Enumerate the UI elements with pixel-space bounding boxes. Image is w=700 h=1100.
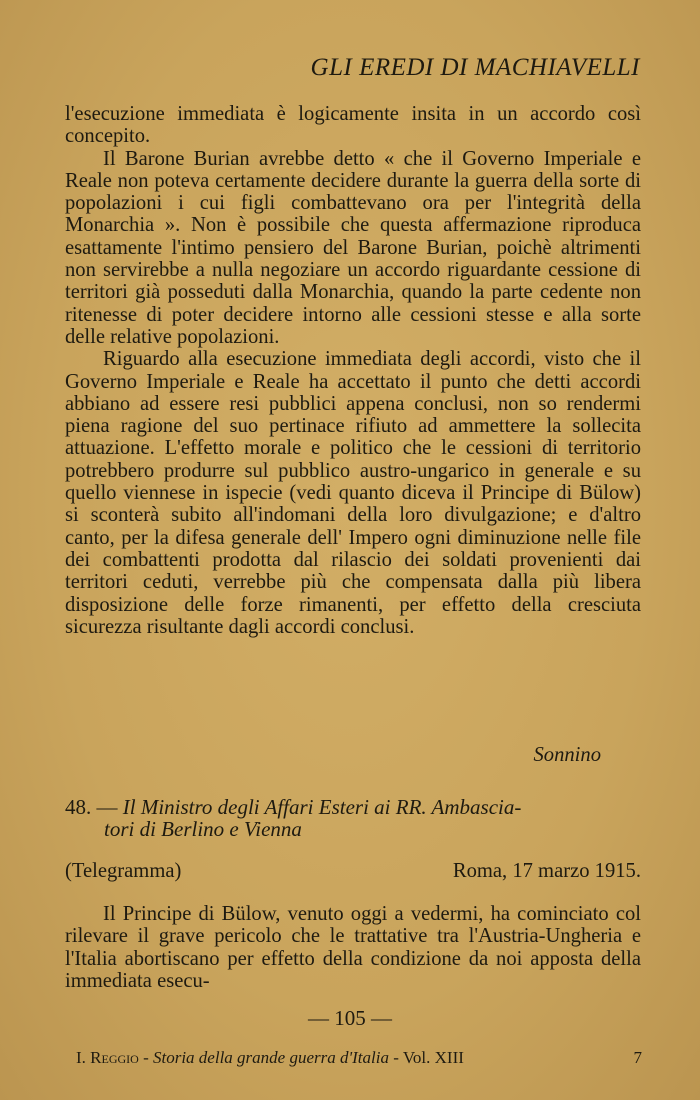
main-text: [65, 103, 641, 638]
footer-author: I. Reggio: [76, 1048, 139, 1067]
paragraph: Il Barone Burian avrebbe detto « che il Governo Imperiale e Reale non poteva certamente decidere durante la guerra della sorte di popolazioni i cui figli combattevano ora per l'integrità della Monarchia ». Non è possibile che questa affermazione riproduca esattamente l'intimo pensiero del Barone Burian, poichè altrimenti non servirebbe a nulla negoziare un accordo riguardante cessione di territori già posseduti dalla Monarchia, quando la parte cedente non ritenesse di poter decidere intorno alle cessioni stesse e alla sorte delle relative popolazioni.: [65, 147, 641, 348]
signature-mark: 7: [633, 1048, 642, 1067]
page-number: — 105 —: [308, 1006, 392, 1030]
paragraph: Riguardo alla esecuzione immediata degli accordi, visto che il Governo Imperiale e Reale ha accettato il punto che detti accordi abbiano ad essere resi pubblici appena conclusi, non so rendermi piena ragione del suo pertinace rifiuto ad ammettere la sollecita attuazione. L'effetto morale e politico che le cessioni di territorio potrebbero produrre sul pubblico austro-ungarico in generale e su quello viennese in ispecie (vedi quanto diceva il Principe di Bülow) si sconterà subito all'indomani della loro divulgazione; e d'altro canto, per la difesa generale dell' Impero ogni diminuzione nelle file dei combattenti prodotta dal rilascio dei soldati provenienti dai territori ceduti, verrebbe più che compensata dalla più libera disposizione delle forze rimanenti, per effetto della cresciuta sicurezza risultante dagli accordi conclusi.: [65, 348, 641, 638]
document-title-line1: Il Ministro degli Affari Esteri ai RR. Ambascia-: [122, 795, 522, 819]
footer-book-title: Storia della grande guerra d'Italia: [153, 1048, 389, 1067]
paragraph: l'esecuzione immediata è logicamente insita in un accordo così concepito.: [65, 103, 641, 148]
signature: Sonnino: [533, 744, 601, 766]
footer-volume: Vol. XIII: [402, 1048, 464, 1067]
document-text: [65, 903, 641, 992]
place-date: Roma, 17 marzo 1915.: [452, 860, 641, 882]
document-title-line2: tori di Berlino e Vienna: [104, 817, 302, 842]
telegram-meta: [65, 860, 641, 883]
document-type: (Telegramma): [65, 860, 182, 882]
footer-separator: -: [143, 1048, 149, 1067]
footer-separator: -: [393, 1048, 399, 1067]
footer: [76, 1048, 642, 1068]
document-number: 48. —: [65, 795, 118, 819]
paragraph: Il Principe di Bülow, venuto oggi a vedermi, ha cominciato col rilevare il grave pericolo che le trattative tra l'Austria-Ungheria e l'Italia abortiscano per effetto della condizione da noi apposta della immediata esecu-: [65, 903, 641, 992]
document-heading: [65, 796, 645, 841]
running-header: GLI EREDI DI MACHIAVELLI: [310, 54, 640, 81]
